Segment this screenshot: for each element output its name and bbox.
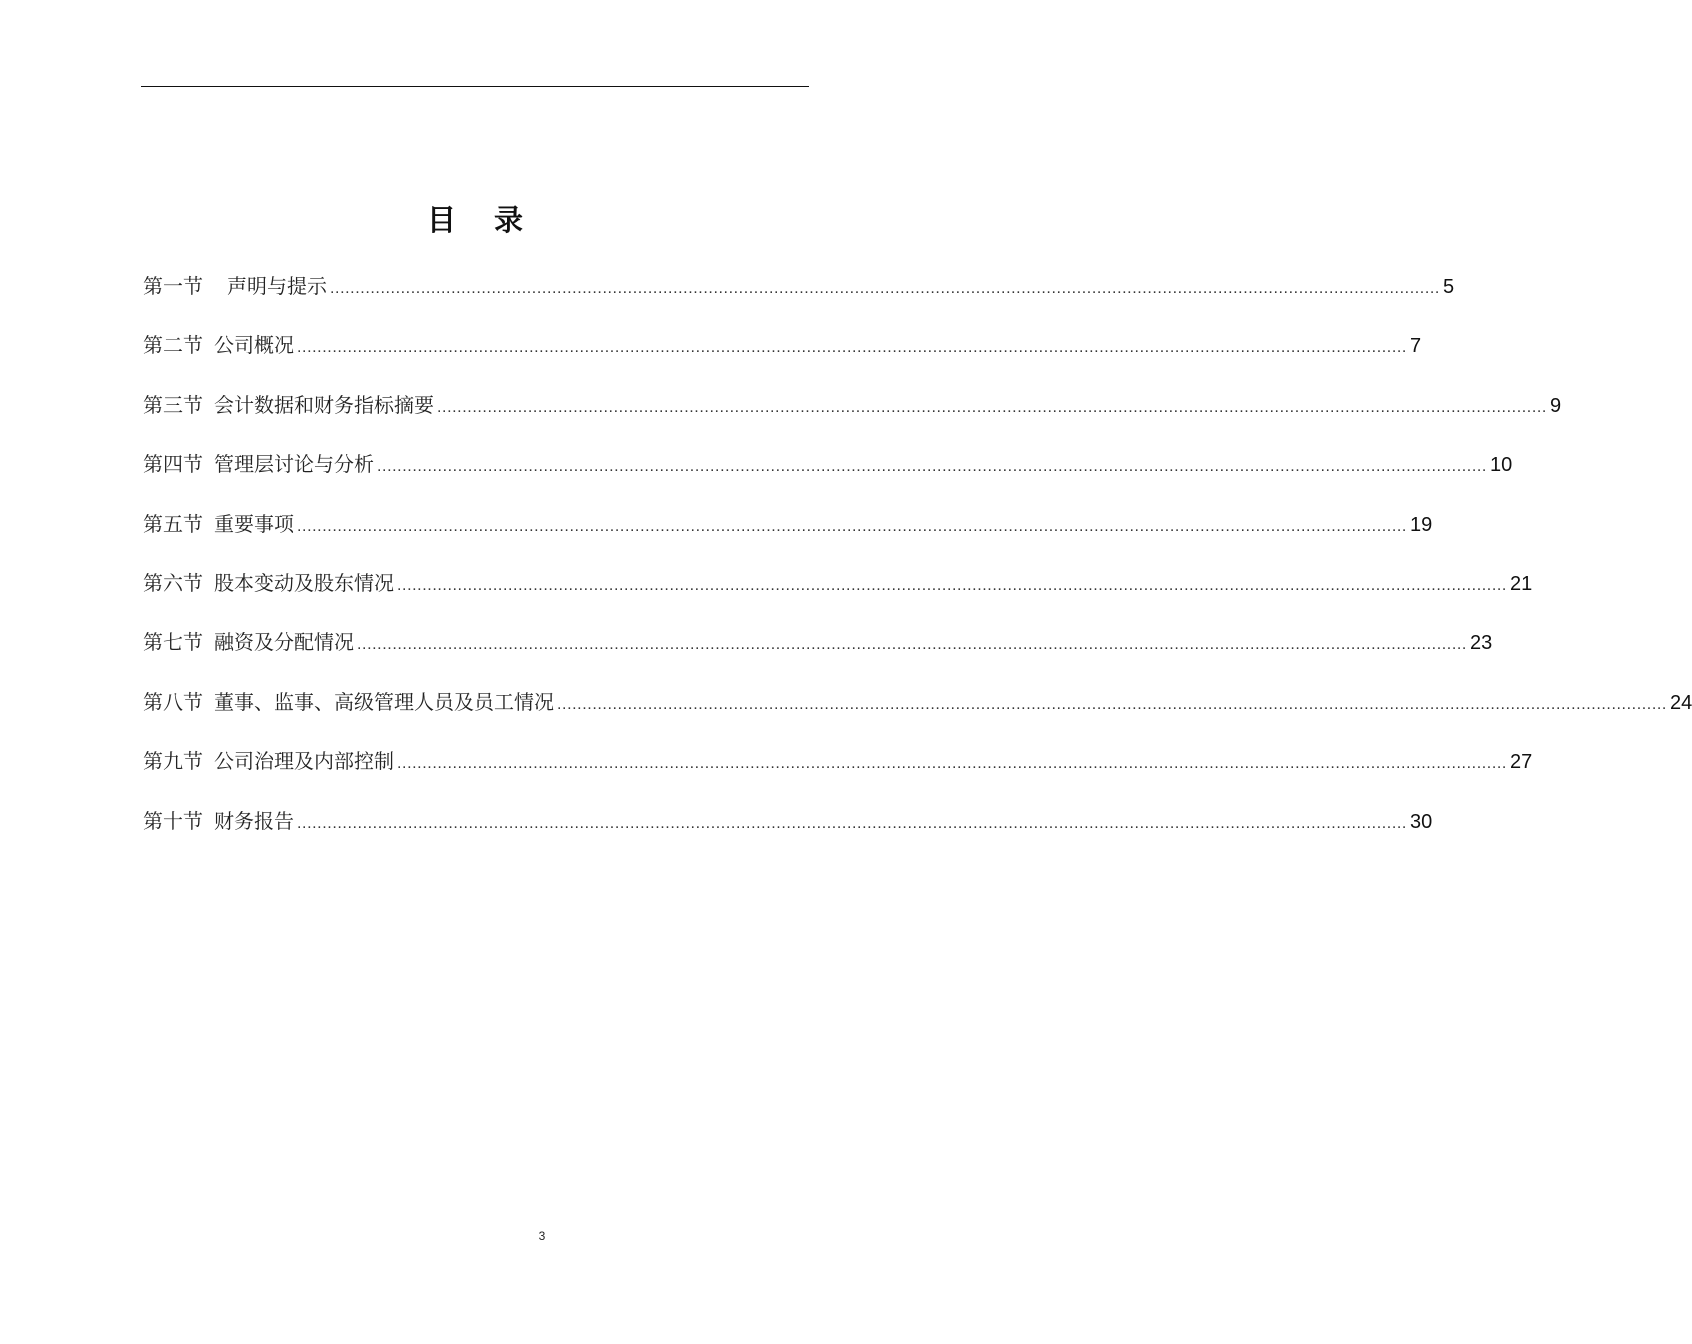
toc-list	[143, 268, 1692, 862]
toc-entry[interactable]	[143, 743, 1533, 802]
toc-heading: 公司治理及内部控制	[214, 749, 394, 774]
toc-entry[interactable]	[143, 565, 1533, 624]
toc-leader-dots: ............................................................................................................................................................................................................................	[330, 280, 1440, 297]
toc-entry[interactable]	[143, 506, 1433, 565]
toc-section-number: 第三节	[143, 392, 203, 417]
toc-page-number: 24	[1669, 691, 1692, 714]
toc-heading: 重要事项	[214, 511, 294, 536]
toc-page-number: 21	[1509, 572, 1533, 595]
toc-heading: 会计数据和财务指标摘要	[214, 392, 434, 417]
toc-section-number: 第二节	[143, 333, 203, 358]
footer-page-number: 3	[538, 1229, 546, 1243]
header-rule	[141, 86, 809, 87]
toc-leader-dots: ............................................................................................................................................................................................................................	[297, 339, 1407, 357]
toc-page-number: 19	[1409, 513, 1433, 536]
toc-section-number: 第四节	[143, 452, 203, 477]
toc-page-number: 30	[1409, 810, 1433, 833]
toc-heading: 董事、监事、高级管理人员及员工情况	[214, 689, 554, 714]
toc-entry[interactable]	[143, 803, 1433, 862]
toc-page-number: 7	[1409, 335, 1422, 358]
toc-entry[interactable]	[143, 387, 1562, 446]
toc-page-number: 27	[1509, 751, 1533, 774]
toc-section-number: 第五节	[143, 511, 203, 536]
toc-section-number: 第九节	[143, 749, 203, 774]
toc-leader-dots: ............................................................................................................................................................................................................................	[297, 517, 1407, 535]
toc-page-number: 9	[1549, 394, 1562, 417]
toc-entry[interactable]	[143, 446, 1513, 505]
toc-heading: 融资及分配情况	[214, 630, 354, 655]
toc-title: 目 录	[426, 203, 538, 237]
toc-heading: 公司概况	[214, 333, 294, 358]
toc-leader-dots: ............................................................................................................................................................................................................................	[397, 576, 1507, 594]
toc-leader-dots: ............................................................................................................................................................................................................................	[397, 755, 1507, 773]
toc-section-number: 第七节	[143, 630, 203, 655]
toc-leader-dots: ............................................................................................................................................................................................................................	[437, 398, 1547, 416]
toc-leader-dots: ............................................................................................................................................................................................................................	[557, 695, 1667, 713]
toc-section-number: 第十节	[143, 808, 203, 833]
toc-section-number: 第一节	[143, 274, 203, 298]
toc-page-number: 5	[1442, 276, 1455, 298]
toc-heading: 声明与提示	[227, 274, 327, 298]
toc-section-number: 第八节	[143, 689, 203, 714]
toc-page-number: 10	[1489, 454, 1513, 477]
toc-heading: 管理层讨论与分析	[214, 452, 374, 477]
toc-page-number: 23	[1469, 632, 1493, 655]
toc-leader-dots: ............................................................................................................................................................................................................................	[377, 458, 1487, 476]
toc-entry[interactable]	[143, 268, 1455, 327]
toc-leader-dots: ............................................................................................................................................................................................................................	[297, 814, 1407, 832]
toc-entry[interactable]	[143, 327, 1422, 386]
toc-entry[interactable]	[143, 624, 1493, 683]
toc-heading: 股本变动及股东情况	[214, 570, 394, 595]
toc-leader-dots: ............................................................................................................................................................................................................................	[357, 636, 1467, 654]
toc-heading: 财务报告	[214, 808, 294, 833]
toc-entry[interactable]	[143, 684, 1692, 743]
toc-section-number: 第六节	[143, 570, 203, 595]
